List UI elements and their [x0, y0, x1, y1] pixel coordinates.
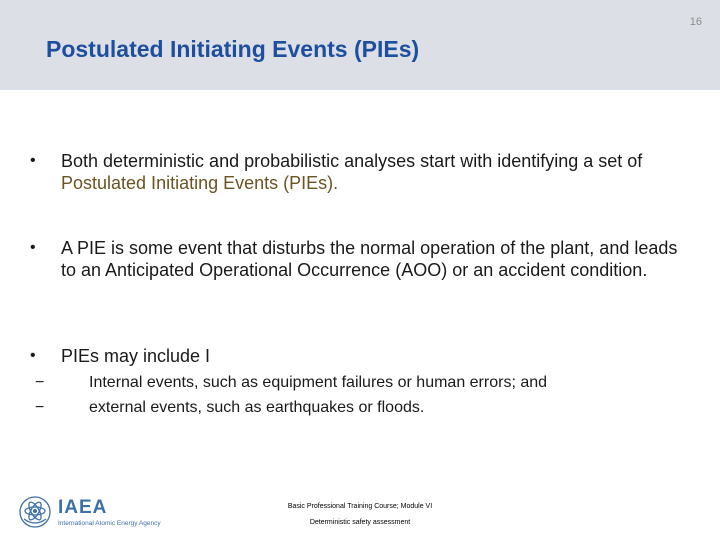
- highlighted-term: Postulated Initiating Events (PIEs).: [61, 173, 339, 193]
- bullet-marker: •: [30, 347, 36, 364]
- bullet-text: A PIE is some event that disturbs the normal operation of the plant, and leads to an Anticipated Operational Occurrence (AOO) or an accident condition.: [61, 238, 678, 280]
- sub-bullet-marker: −: [35, 374, 45, 391]
- footer-course: Basic Professional Training Course; Module VI: [287, 503, 433, 510]
- sub-bullet-text: external events, such as earthquakes or floods.: [89, 399, 425, 416]
- bullet-text-part: Both deterministic and probabilistic analyses start with identifying a set of: [61, 151, 643, 171]
- atom-emblem-icon: [18, 495, 52, 529]
- logo-subtitle: International Atomic Energy Agency: [58, 520, 161, 527]
- bullet-text: [61, 150, 691, 194]
- slide-title: Postulated Initiating Events (PIEs): [46, 36, 420, 62]
- iaea-logo: [18, 495, 168, 531]
- logo-name: IAEA: [58, 497, 108, 518]
- sub-bullet-marker: −: [35, 399, 45, 416]
- bullet-marker: •: [30, 239, 36, 256]
- footer-topic: Deterministic safety assessment: [309, 519, 411, 526]
- sub-bullet-text: Internal events, such as equipment failures or human errors; and: [89, 374, 548, 391]
- slide-number: 16: [689, 16, 702, 28]
- bullet-marker: •: [30, 152, 36, 169]
- bullet-text: PIEs may include I: [61, 346, 211, 366]
